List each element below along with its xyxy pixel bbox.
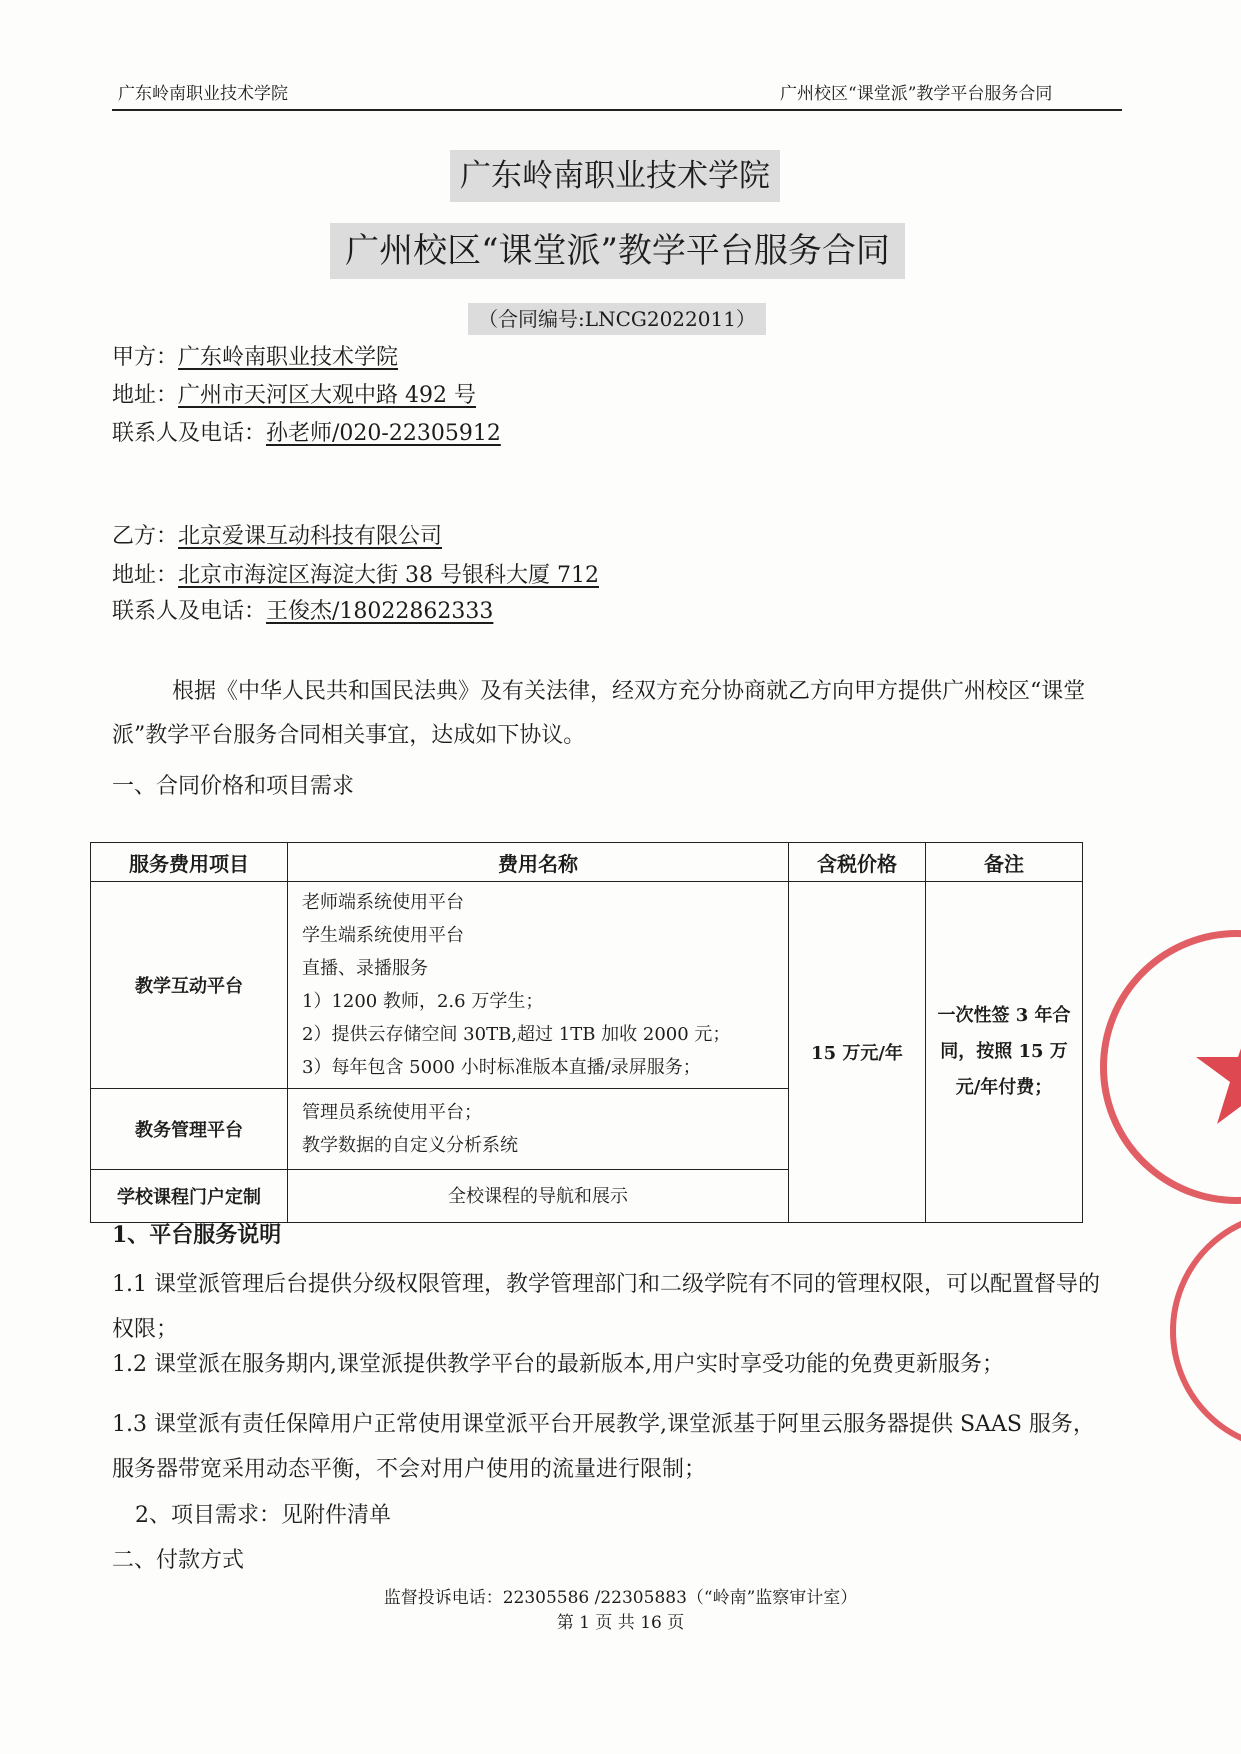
footer-page-number: 第 1 页 共 16 页 [556,1613,685,1633]
section-1-title: 一、合同价格和项目需求 [112,774,355,799]
official-seal [1100,930,1241,1204]
party-a-address: 广州市天河区大观中路 492 号 [178,383,476,408]
party-a-contact-label: 联系人及电话： [112,421,267,446]
party-a-address-row [112,381,476,411]
platform-section-title: 1、平台服务说明 [112,1222,282,1248]
party-b-name-label: 乙方： [112,524,179,549]
fee-table-header: 服务费用项目 [91,843,288,882]
table-row [91,882,1083,1089]
fee-item: 管理员系统使用平台； [302,1102,482,1123]
party-b-address: 北京市海淀区海淀大街 38 号银科大厦 712 [178,563,599,588]
fee-item: 老师端系统使用平台 [302,892,464,913]
fee-items-cell [288,1170,789,1223]
fee-table-header: 含税价格 [789,843,926,882]
seal-star-icon [1192,1012,1241,1132]
fee-item: 1）1200 教师，2.6 万学生； [302,991,544,1012]
clause-1-1: 1.1 课堂派管理后台提供分级权限管理，教学管理部门和二级学院有不同的管理权限，可以配置督导的权限； [112,1272,1100,1342]
party-a-contact-row [112,419,501,449]
party-b-contact-label: 联系人及电话： [112,599,267,624]
intro-paragraph: 根据《中华人民共和国民法典》及有关法律，经双方充分协商就乙方向甲方提供广州校区“课堂派”教学平台服务合同相关事宜，达成如下协议。 [112,679,1086,748]
fee-item: 直播、录播服务 [302,958,428,979]
party-a-name-label: 甲方： [112,345,179,370]
party-a-name-row [112,343,398,373]
fee-table-header: 费用名称 [288,843,789,882]
fee-item: 2）提供云存储空间 30TB,超过 1TB 加收 2000 元； [302,1024,731,1045]
header-left: 广东岭南职业技术学院 [118,84,288,104]
fee-table-header-row [91,843,1083,882]
fee-price: 15 万元/年 [789,882,926,1223]
fee-category: 教学互动平台 [91,882,288,1089]
fee-item: 全校课程的导航和展示 [448,1185,628,1207]
party-a-address-label: 地址： [112,383,179,408]
document-title-institution: 广东岭南职业技术学院 [450,150,780,202]
official-seal-partial [1170,1210,1241,1452]
contract-number: （合同编号:LNCG2022011） [468,303,766,335]
fee-category: 教务管理平台 [91,1089,288,1170]
fee-category: 学校课程门户定制 [91,1170,288,1223]
clause-1-2: 1.2 课堂派在服务期内,课堂派提供教学平台的最新版本,用户实时享受功能的免费更新服务； [112,1352,1004,1377]
document-title-contract: 广州校区“课堂派”教学平台服务合同 [330,223,905,279]
fee-note: 一次性签 3 年合同，按照 15 万元/年付费； [926,882,1083,1223]
fee-item: 教学数据的自定义分析系统 [302,1135,518,1156]
project-requirements: 2、项目需求：见附件清单 [135,1503,391,1528]
fee-item: 学生端系统使用平台 [302,925,464,946]
party-b-contact-row [112,597,493,627]
header-right: 广州校区“课堂派”教学平台服务合同 [780,84,1053,104]
fee-item: 3）每年包含 5000 小时标准版本直播/录屏服务； [302,1057,701,1078]
fee-items-cell [288,882,789,1089]
clause-1-3: 1.3 课堂派有责任保障用户正常使用课堂派平台开展教学,课堂派基于阿里云服务器提供 SAAS 服务，服务器带宽采用动态平衡，不会对用户使用的流量进行限制； [112,1412,1095,1482]
fee-table-header: 备注 [926,843,1083,882]
party-a-contact: 孙老师/020-22305912 [266,421,501,446]
party-b-name-row [112,522,442,552]
fee-table [90,842,1083,1223]
party-a-name: 广东岭南职业技术学院 [178,345,399,370]
party-b-name: 北京爱课互动科技有限公司 [178,524,443,549]
section-2-title: 二、付款方式 [112,1548,245,1573]
fee-items-cell [288,1089,789,1170]
footer-hotline: 监督投诉电话：22305586 /22305883（“岭南”监察审计室） [383,1588,858,1608]
party-b-address-label: 地址： [112,563,179,588]
header-rule [112,109,1122,111]
party-b-contact: 王俊杰/18022862333 [266,599,494,624]
party-b-address-row [112,561,599,591]
